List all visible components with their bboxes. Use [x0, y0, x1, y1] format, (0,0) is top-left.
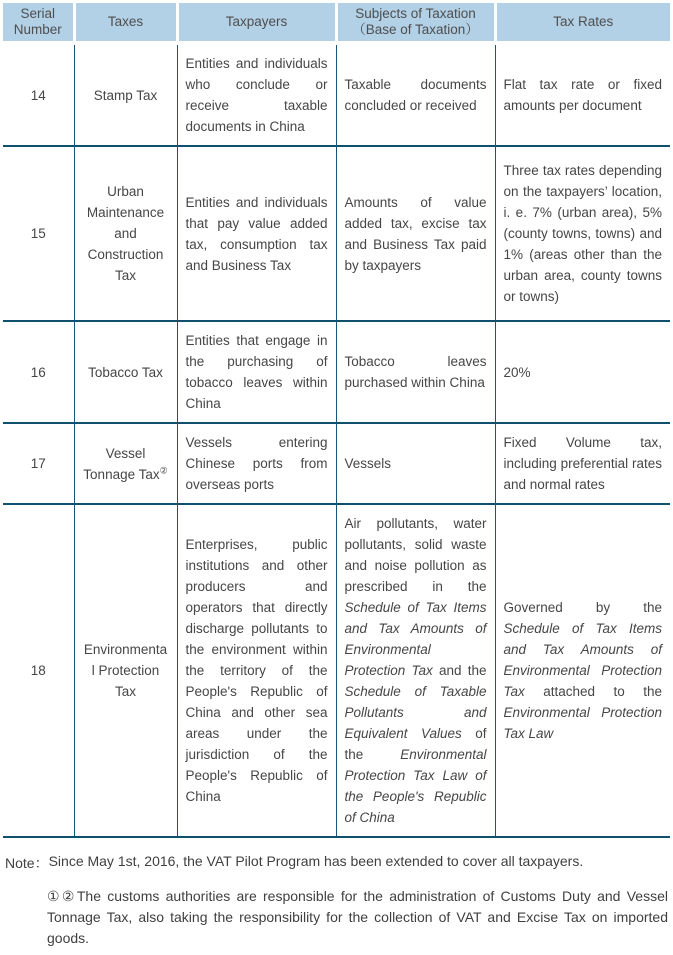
cell-serial-number: 14 — [3, 43, 74, 146]
col-header-taxes — [74, 3, 177, 43]
col-header-tax-rates — [495, 3, 670, 43]
col-header-taxpayers — [177, 3, 336, 43]
note-row — [5, 853, 668, 873]
cell-serial-number: 15 — [3, 146, 74, 321]
table-row — [3, 43, 670, 146]
table-row — [3, 504, 670, 837]
cell-subjects-of-taxation: Air pollutants, water pollutants, solid waste and noise pollution as prescribed in the Schedule of Tax Items and Tax Amounts of Environmental Protection Tax and the Schedule of Taxable Pollutants and Equivalent Values of the Environmental Protection Tax Law of the People's Republic of China — [336, 504, 495, 837]
cell-tax-rates: Governed by the Schedule of Tax Items and Tax Amounts of Environmental Protection Tax attached to the Environmental Protection Tax Law — [495, 504, 670, 837]
cell-taxpayers: Vessels entering Chinese ports from overseas ports — [177, 423, 336, 504]
cell-tax-rates: Fixed Volume tax, including preferential rates and normal rates — [495, 423, 670, 504]
header-label: Subjects of Taxation — [355, 6, 476, 21]
cell-tax-rates: Three tax rates depending on the taxpayers’ location, i. e. 7% (urban area), 5% (county towns, towns) and 1% (areas other than the urban area, county towns or towns) — [495, 146, 670, 321]
cell-taxpayers: Entities that engage in the purchasing of tobacco leaves within China — [177, 321, 336, 423]
header-label: Taxes — [107, 14, 144, 29]
table-header-row — [3, 3, 670, 43]
note-section — [3, 853, 670, 949]
cell-tax-name: Stamp Tax — [74, 43, 177, 146]
cell-taxpayers: Entities and individuals who conclude or receive taxable documents in China — [177, 43, 336, 146]
cell-taxpayers: Entities and individuals that pay value added tax, consumption tax and Business Tax — [177, 146, 336, 321]
cell-tax-name: Tobacco Tax — [74, 321, 177, 423]
col-header-subjects-of-taxation — [336, 3, 495, 43]
cell-subjects-of-taxation: Vessels — [336, 423, 495, 504]
cell-subjects-of-taxation: Tobacco leaves purchased within China — [336, 321, 495, 423]
table-body — [3, 43, 670, 837]
cell-tax-name: Environmental Protection Tax — [74, 504, 177, 837]
note-footnote: ①②The customs authorities are responsible for the administration of Customs Duty and Vessel Tonnage Tax, also taking the responsibility for the collection of VAT and Excise Tax on imported goods. — [47, 888, 668, 946]
col-header-serial-number — [3, 3, 74, 43]
note-label: Note： — [5, 855, 49, 871]
cell-tax-name: Vessel Tonnage Tax② — [74, 423, 177, 504]
cell-tax-rates: Flat tax rate or fixed amounts per document — [495, 43, 670, 146]
cell-subjects-of-taxation: Amounts of value added tax, excise tax and Business Tax paid by taxpayers — [336, 146, 495, 321]
table-row — [3, 321, 670, 423]
header-label: Serial Number — [13, 6, 62, 37]
table-row — [3, 423, 670, 504]
cell-serial-number: 18 — [3, 504, 74, 837]
cell-serial-number: 16 — [3, 321, 74, 423]
header-label-line2: （Base of Taxation） — [352, 22, 479, 37]
tax-table — [3, 3, 670, 838]
table-row — [3, 146, 670, 321]
cell-serial-number: 17 — [3, 423, 74, 504]
cell-taxpayers: Enterprises, public institutions and other producers and operators that directly discharge pollutants to the environment within the territory of the People's Republic of China and other sea areas under the jurisdiction of the People's Republic of China — [177, 504, 336, 837]
cell-tax-name: Urban Maintenance and Construction Tax — [74, 146, 177, 321]
note-text: Since May 1st, 2016, the VAT Pilot Program has been extended to cover all taxpayers. — [48, 853, 584, 869]
cell-subjects-of-taxation: Taxable documents concluded or received — [336, 43, 495, 146]
header-label: Tax Rates — [553, 14, 614, 29]
cell-tax-rates: 20% — [495, 321, 670, 423]
header-label: Taxpayers — [225, 14, 288, 29]
